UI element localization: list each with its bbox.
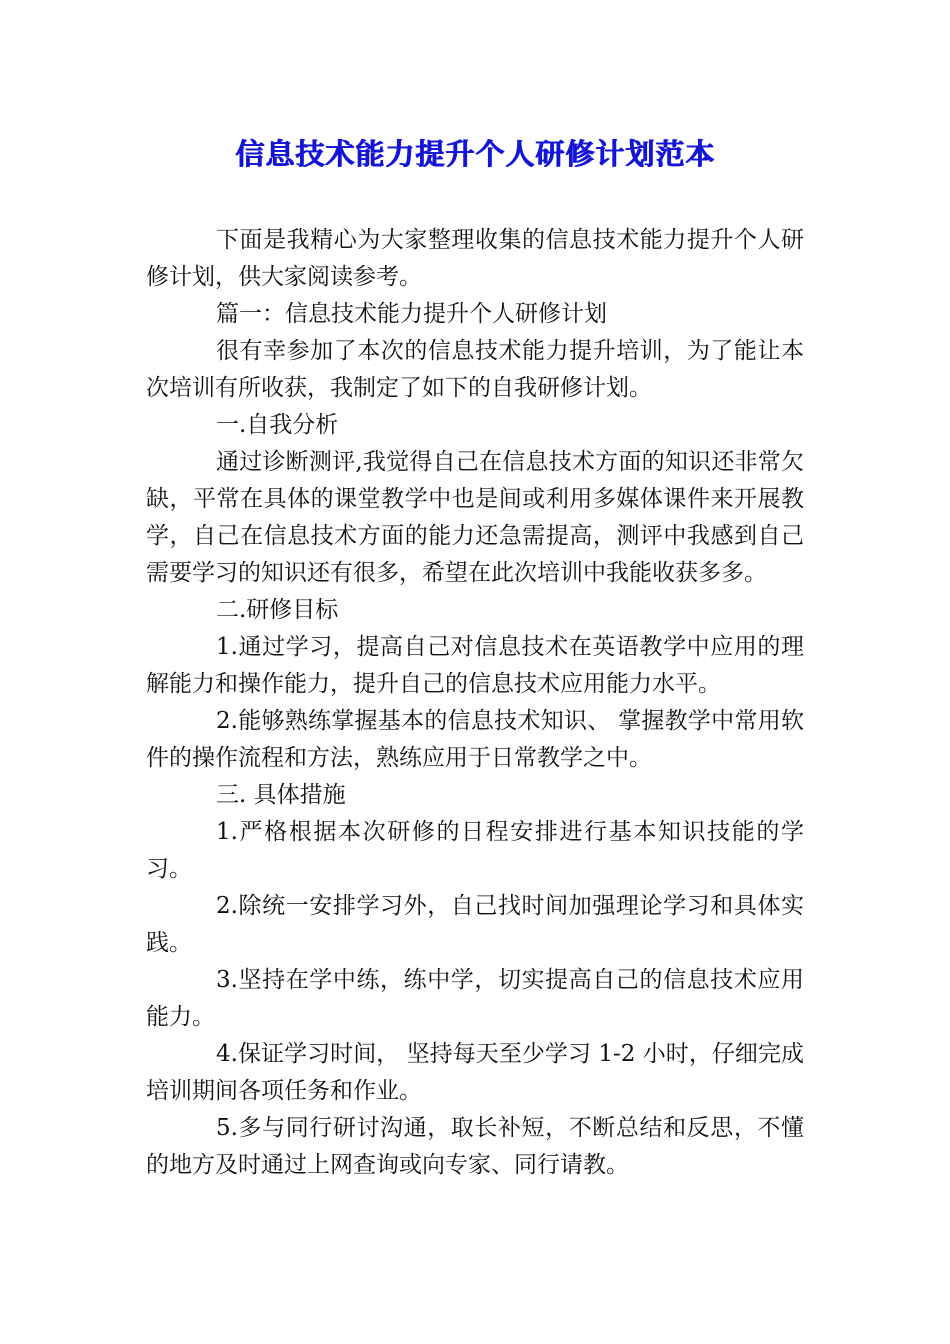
measure-item-2: 2.除统一安排学习外，自己找时间加强理论学习和具体实践。 <box>146 893 804 956</box>
document-title: 信息技术能力提升个人研修计划范本 <box>234 137 715 171</box>
goal-item-2: 2.能够熟练掌握基本的信息技术知识、 掌握教学中常用软件的操作流程和方法，熟练应用于日常教学之中。 <box>146 708 804 771</box>
section-heading-goals: 二.研修目标 <box>216 597 339 623</box>
intro-paragraph: 下面是我精心为大家整理收集的信息技术能力提升个人研修计划，供大家阅读参考。 <box>146 227 804 290</box>
section-heading-self-analysis: 一.自我分析 <box>216 412 339 438</box>
measure-item-4: 4.保证学习时间， 坚持每天至少学习 1-2 小时，仔细完成培训期间各项任务和作业。 <box>146 1041 804 1104</box>
measure-item-3: 3.坚持在学中练，练中学，切实提高自己的信息技术应用能力。 <box>146 967 804 1030</box>
measure-item-5: 5.多与同行研讨沟通，取长补短，不断总结和反思，不懂的地方及时通过上网查询或向专家、同行请教。 <box>146 1115 804 1178</box>
document-body <box>146 222 804 1184</box>
opening-paragraph: 很有幸参加了本次的信息技术能力提升培训，为了能让本次培训有所收获，我制定了如下的自我研修计划。 <box>146 338 804 401</box>
section-heading-measures: 三. 具体措施 <box>216 782 346 808</box>
part-heading: 篇一：信息技术能力提升个人研修计划 <box>216 301 607 327</box>
self-analysis-paragraph: 通过诊断测评,我觉得自己在信息技术方面的知识还非常欠缺，平常在具体的课堂教学中也是间或利用多媒体课件来开展教学，自己在信息技术方面的能力还急需提高，测评中我感到自己需要学习的知识还有很多，希望在此次培训中我能收获多多。 <box>146 449 804 586</box>
measure-item-1: 1.严格根据本次研修的日程安排进行基本知识技能的学习。 <box>146 819 804 882</box>
goal-item-1: 1.通过学习，提高自己对信息技术在英语教学中应用的理解能力和操作能力，提升自己的信息技术应用能力水平。 <box>146 634 804 697</box>
